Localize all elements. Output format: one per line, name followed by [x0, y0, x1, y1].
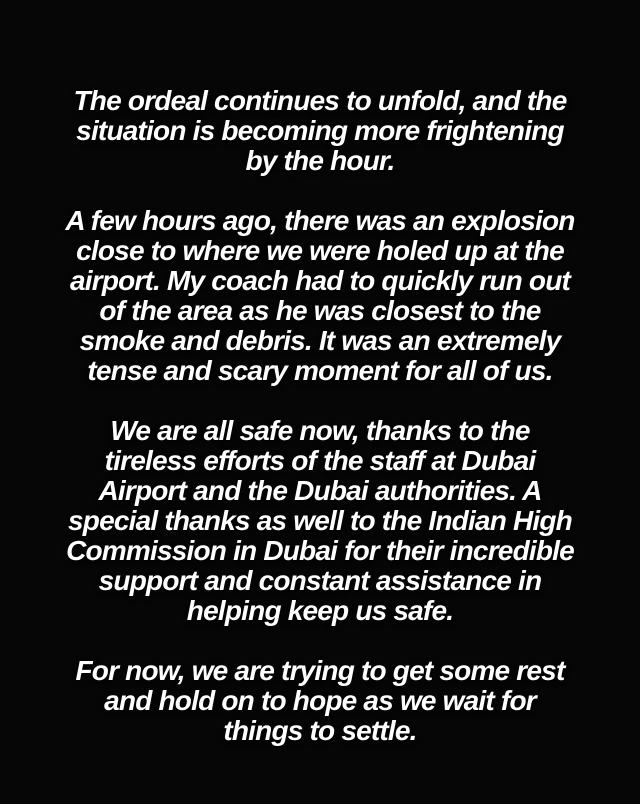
statement-text	[32, 86, 608, 746]
statement-line: situation is becoming more frightening	[76, 115, 564, 146]
statement-line: by the hour.	[245, 145, 395, 176]
statement-line: support and constant assistance in	[98, 565, 542, 596]
statement-line: We are all safe now, thanks to the	[110, 415, 530, 446]
statement-line: tense and scary moment for all of us.	[87, 355, 553, 386]
statement-line: Airport and the Dubai authorities. A	[98, 475, 542, 506]
statement-line: For now, we are trying to get some rest	[75, 655, 565, 686]
statement-line: and hold on to hope as we wait for	[104, 685, 536, 716]
statement-line: close to where we were holed up at the	[76, 235, 564, 266]
statement-paragraph-2	[32, 206, 608, 386]
statement-paragraph-1	[32, 86, 608, 176]
statement-paragraph-3	[32, 416, 608, 626]
statement-line: The ordeal continues to unfold, and the	[73, 85, 567, 116]
statement-line: helping keep us safe.	[186, 595, 454, 626]
statement-line: of the area as he was closest to the	[99, 295, 541, 326]
statement-line: things to settle.	[223, 715, 417, 746]
statement-line: tireless efforts of the staff at Dubai	[104, 445, 536, 476]
statement-line: A few hours ago, there was an explosion	[65, 205, 575, 236]
statement-line: smoke and debris. It was an extremely	[79, 325, 561, 356]
statement-line: airport. My coach had to quickly run out	[69, 265, 571, 296]
statement-paragraph-4	[32, 656, 608, 746]
statement-line: Commission in Dubai for their incredible	[66, 535, 574, 566]
statement-line: special thanks as well to the Indian High	[68, 505, 572, 536]
